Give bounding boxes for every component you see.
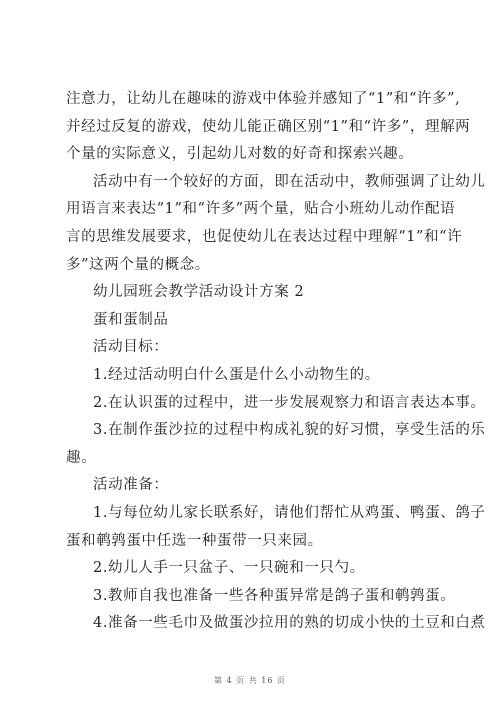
list-item: 2.幼儿人手一只盆子、一只碗和一只勺。 — [93, 560, 365, 577]
paragraph-line: 多”这两个量的概念。 — [66, 256, 210, 273]
list-item-continuation: 趣。 — [66, 449, 97, 466]
list-item-continuation: 蛋和鹌鹑蛋中任选一种蛋带一只来园。 — [66, 532, 323, 549]
document-body — [66, 86, 486, 638]
paragraph-line: 用语言来表达“1”和“许多”两个量，贴合小班幼儿动作配语 — [66, 201, 456, 218]
section-subtitle: 蛋和蛋制品 — [93, 311, 169, 328]
section-heading: 幼儿园班会教学活动设计方案 2 — [93, 284, 305, 301]
activity-prep-label: 活动准备： — [93, 477, 169, 494]
list-item: 3.教师自我也准备一些各种蛋异常是鸽子蛋和鹌鹑蛋。 — [93, 587, 456, 604]
paragraph-line: 注意力，让幼儿在趣味的游戏中体验并感知了“1”和“许多”, — [66, 91, 461, 107]
paragraph-line: 言的思维发展要求，也促使幼儿在表达过程中理解“1”和“许 — [66, 228, 463, 245]
activity-goals-label: 活动目标： — [93, 339, 169, 356]
paragraph-line: 活动中有一个较好的方面，即在活动中，教师强调了让幼儿 — [93, 173, 486, 190]
page-number-footer: 第 4 页 共 16 页 — [214, 676, 286, 685]
list-item: 1.与每位幼儿家长联系好，请他们帮忙从鸡蛋、鸭蛋、鸽子 — [93, 504, 486, 521]
paragraph-line: 并经过反复的游戏，使幼儿能正确区别“1”和“许多”，理解两 — [66, 118, 471, 135]
list-item: 2.在认识蛋的过程中，进一步发展观察力和语言表达本事。 — [93, 394, 486, 411]
paragraph-line: 个量的实际意义，引起幼儿对数的好奇和探索兴趣。 — [66, 146, 414, 163]
list-item: 4.准备一些毛巾及做蛋沙拉用的熟的切成小快的土豆和白煮 — [93, 615, 486, 632]
list-item: 3.在制作蛋沙拉的过程中构成礼貌的好习惯，享受生活的乐 — [93, 422, 486, 439]
list-item: 1.经过活动明白什么蛋是什么小动物生的。 — [93, 366, 380, 383]
